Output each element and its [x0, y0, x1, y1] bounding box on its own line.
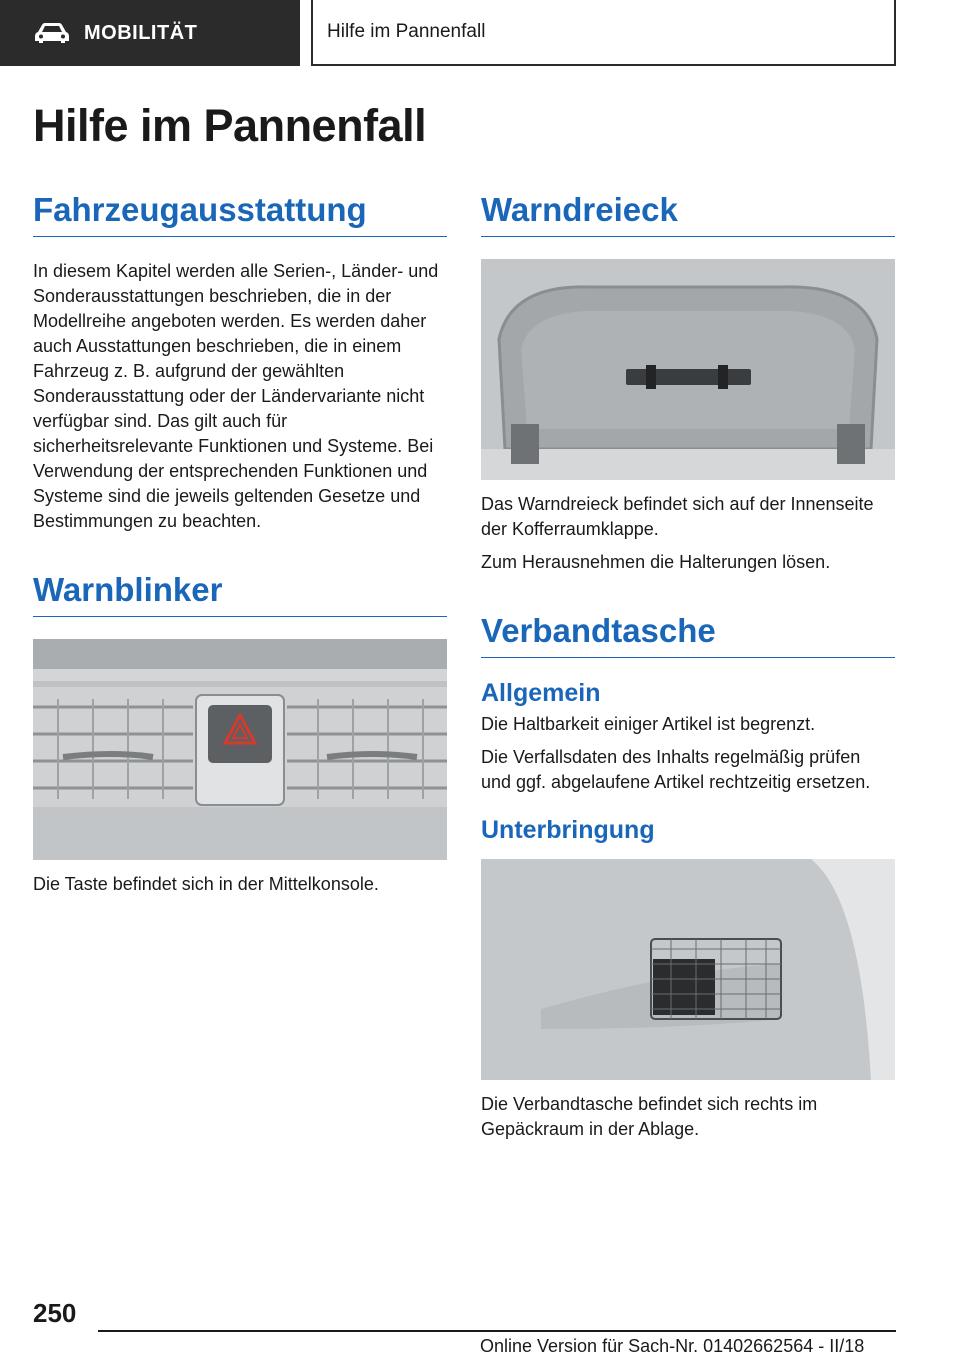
warndreieck-caption-2: Zum Herausnehmen die Halterungen lösen.	[481, 552, 831, 572]
warndreieck-image	[481, 259, 895, 480]
warndreieck-caption-1: Das Warndreieck befindet sich auf der Innenseite der Kofferraumklappe.	[481, 494, 874, 539]
heading-verbandtasche: Verbandtasche	[481, 611, 895, 658]
allgemein-text-2: Die Verfallsdaten des Inhalts regelmäßig prüfen und ggf. abgelaufene Artikel rechtzeitig ersetzen.	[481, 747, 871, 792]
verbandtasche-image	[481, 859, 895, 1080]
page-title: Hilfe im Pannenfall	[33, 100, 427, 151]
online-version-text: Online Version für Sach-Nr. 01402662564 - II/18	[480, 1336, 865, 1356]
car-icon	[34, 22, 70, 44]
footer-divider	[98, 1330, 896, 1332]
fahrzeugausstattung-text: In diesem Kapitel werden alle Serien-, Länder- und Sonderausstattungen beschrieben, die in der Modellreihe angeboten werden. Es werden daher auch Ausstattungen beschrieben, die in einem Fahrzeug z. B. aufgrund der gewählten Sonderausstattung oder der Ländervariante nicht verfügbar sind. Das gilt auch für sicherheitsrelevante Funktionen und Systeme. Bei Verwendung der entsprechenden Funktionen und Systeme sind die jeweils geltenden Gesetze und Bestimmungen zu beachten.	[33, 261, 439, 531]
allgemein-text-1: Die Haltbarkeit einiger Artikel ist begrenzt.	[481, 714, 816, 734]
section-tab	[0, 0, 300, 66]
warnblinker-caption: Die Taste befindet sich in der Mittelkonsole.	[33, 874, 379, 894]
heading-warnblinker: Warnblinker	[33, 570, 447, 617]
section-label: MOBILITÄT	[84, 21, 198, 44]
page-number: 250	[33, 1298, 77, 1328]
warnblinker-image	[33, 639, 447, 860]
heading-warndreieck: Warndreieck	[481, 190, 895, 237]
chapter-label: Hilfe im Pannenfall	[327, 21, 486, 42]
unterbringung-caption: Die Verbandtasche befindet sich rechts im Gepäckraum in der Ablage.	[481, 1094, 818, 1139]
heading-allgemein: Allgemein	[481, 679, 601, 707]
chapter-header	[311, 0, 896, 66]
left-column	[33, 190, 447, 897]
heading-fahrzeugausstattung: Fahrzeugausstattung	[33, 190, 447, 237]
page-header	[0, 0, 960, 66]
heading-unterbringung: Unterbringung	[481, 816, 655, 844]
right-column	[481, 190, 895, 1142]
